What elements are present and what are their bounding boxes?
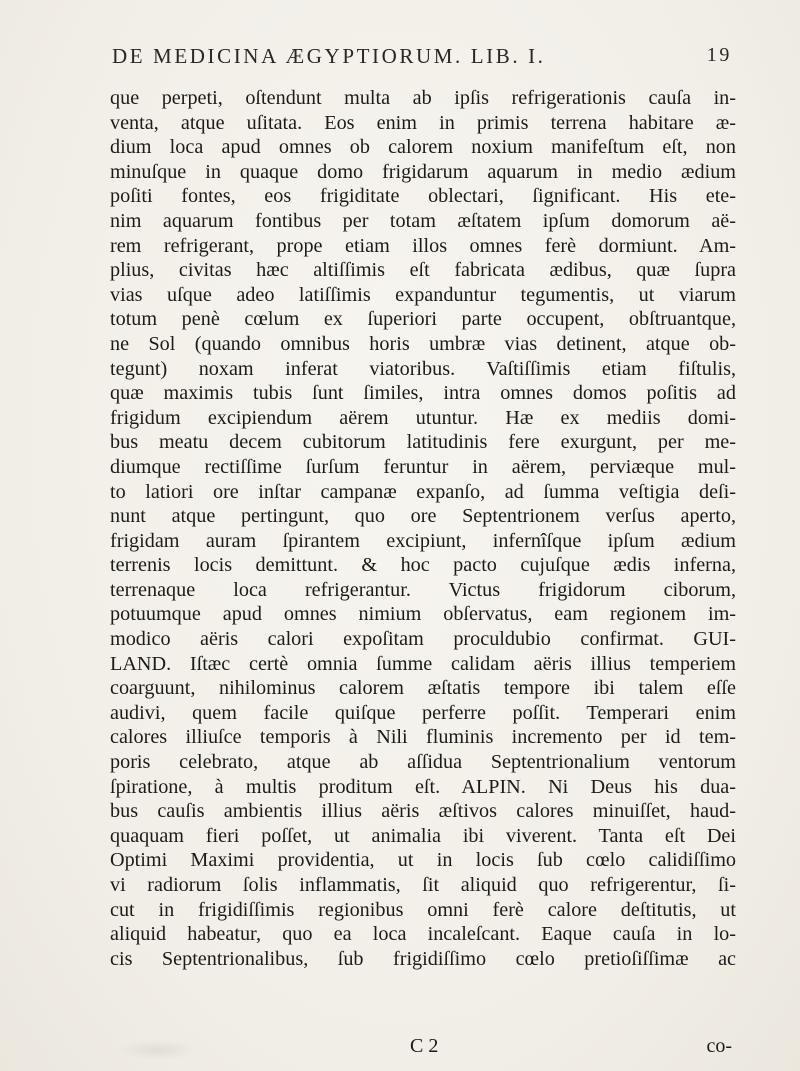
- running-title: DE MEDICINA ÆGYPTIORUM. LIB. I.: [112, 44, 546, 68]
- text-line: aliquid habeatur, quo ea loca incaleſcant. Eaque cauſa in lo-: [110, 923, 736, 946]
- text-line: poris celebrato, atque ab aſſidua Septentrionalium ventorum: [110, 751, 736, 774]
- text-line: quaquam fieri poſſet, ut animalia ibi viverent. Tanta eſt Dei: [110, 824, 736, 847]
- text-line: que perpeti, oſtendunt multa ab ipſis refrigerationis cauſa in-: [110, 87, 736, 109]
- text-line: potuumque apud omnes nimium obſervatus, eam regionem im-: [110, 603, 736, 626]
- text-line: calores illiuſce temporis à Nili fluminis incremento per id tem-: [110, 726, 736, 749]
- body-text: [110, 86, 736, 971]
- text-line: plius, civitas hæc altiſſimis eſt fabricata ædibus, quæ ſupra: [110, 259, 736, 282]
- text-line: quæ maximis tubis ſunt ſimiles, intra omnes domos poſitis ad: [110, 382, 736, 405]
- catchword: co-: [706, 1035, 732, 1057]
- text-line: terrenaque loca refrigerantur. Victus frigidorum ciborum,: [110, 578, 736, 601]
- text-line: poſiti fontes, eos frigiditate oblectari, ſignificant. His ete-: [110, 185, 736, 208]
- text-line: frigidam auram ſpirantem excipiunt, infernîſque ipſum ædium: [110, 529, 736, 552]
- text-line: minuſque in quaque domo frigidarum aquarum in medio ædium: [110, 160, 736, 183]
- text-line: frigidum excipiendum aërem utuntur. Hæ ex mediis domi-: [110, 406, 736, 429]
- text-line: dium loca apud omnes ob calorem noxium manifeſtum eſt, non: [110, 136, 736, 159]
- text-line: terrenis locis demittunt. & hoc pacto cujuſque ædis inferna,: [110, 554, 736, 577]
- text-line: totum penè cœlum ex ſuperiori parte occupent, obſtruantque,: [110, 308, 736, 331]
- text-line: bus cauſis ambientis illius aëris æſtivos calores minuiſſet, haud-: [110, 800, 736, 823]
- text-line: nunt atque pertingunt, quo ore Septentrionem verſus aperto,: [110, 505, 736, 528]
- text-line: tegunt) noxam inferat viatoribus. Vaſtiſſimis etiam fiſtulis,: [110, 357, 736, 380]
- text-line: modico aëris calori expoſitam proculdubio confirmat. GUI-: [110, 628, 736, 651]
- text-line: rem refrigerant, prope etiam illos omnes ferè dormiunt. Am-: [110, 234, 736, 257]
- text-line: nim aquarum fontibus per totam æſtatem ipſum domorum aë-: [110, 209, 736, 232]
- text-line: coarguunt, nihilominus calorem æſtatis tempore ibi talem eſſe: [110, 677, 736, 700]
- text-line: cis Septentrionalibus, ſub frigidiſſimo cœlo pretioſiſſimæ ac: [110, 947, 736, 970]
- text-line: ne Sol (quando omnibus horis umbræ vias detinent, atque ob-: [110, 332, 736, 355]
- text-line: vi radiorum ſolis inflammatis, ſit aliquid quo refrigerentur, ſi-: [110, 874, 736, 896]
- text-line: audivi, quem facile quiſque perferre poſſit. Temperari enim: [110, 701, 736, 724]
- text-line: bus meatu decem cubitorum latitudinis fere exurgunt, per me-: [110, 431, 736, 454]
- signature-mark: C 2: [410, 1035, 439, 1057]
- page-number: 19: [706, 44, 732, 66]
- text-line: ſpiratione, à multis proditum eſt. ALPIN. Ni Deus his dua-: [110, 775, 736, 798]
- text-line: venta, atque uſitata. Eos enim in primis terrena habitare æ-: [110, 111, 736, 134]
- text-line: vias uſque adeo latiſſimis expanduntur tegumentis, ut viarum: [110, 283, 736, 306]
- text-line: cut in frigidiſſimis regionibus omni ferè calore deſtitutis, ut: [110, 898, 736, 921]
- text-line: diumque rectiſſime ſurſum feruntur in aërem, perviæque mul-: [110, 455, 736, 478]
- text-line: to latiori ore inſtar campanæ expanſo, ad ſumma veſtigia deſi-: [110, 480, 736, 503]
- running-header: [112, 44, 732, 74]
- text-line: LAND. Iſtæc certè omnia ſumme calidam aëris illius temperiem: [110, 652, 736, 675]
- text-line: Optimi Maximi providentia, ut in locis ſub cœlo calidiſſimo: [110, 849, 736, 872]
- page-footer: [110, 1035, 736, 1061]
